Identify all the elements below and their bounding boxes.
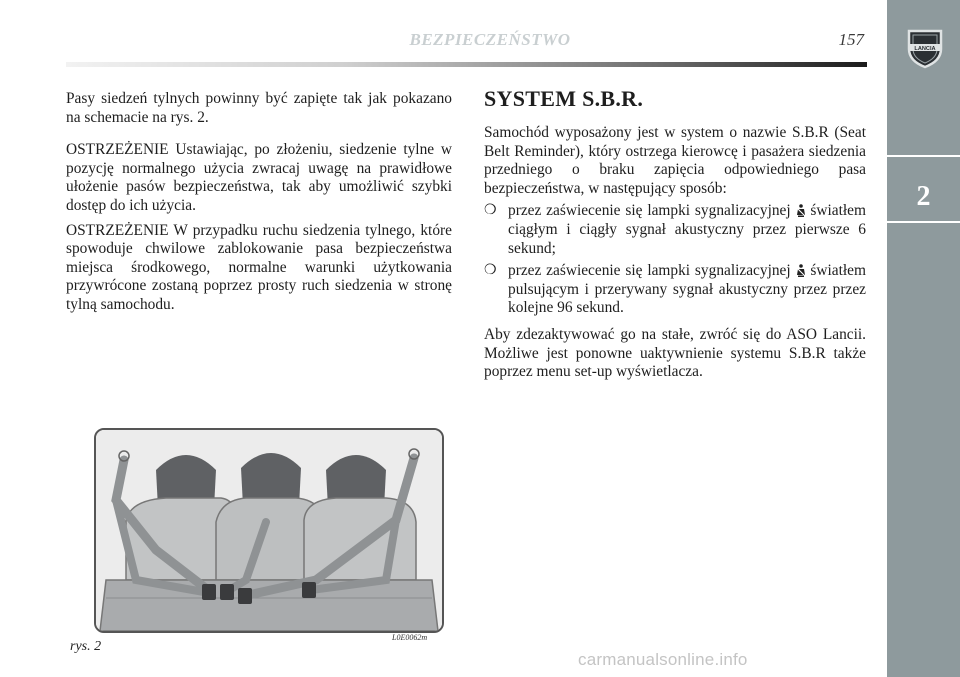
buckle-icon (202, 584, 216, 600)
left-column (66, 90, 452, 329)
buckle-icon (302, 582, 316, 598)
section-header-title: BEZPIECZEŃSTWO (409, 30, 571, 49)
circle-bullet-icon: ❍ (484, 203, 497, 219)
buckle-icon (220, 584, 234, 600)
logo-text: LANCIA (914, 46, 936, 52)
chapter-sidebar (887, 0, 960, 677)
watermark-text: carmanualsonline.info (578, 650, 748, 669)
figure-caption: rys. 2 (70, 639, 102, 654)
figure-code: L0E0062m (392, 633, 428, 642)
lancia-logo-icon (905, 25, 945, 69)
paragraph-sbr-intro: Samochód wyposażony jest w system o nazwie S.B.R (Seat Belt Reminder), który ostrzega kierowcę i pasażera siedzenia przedniego o braku zapięcia odpowiedniego pasa bezpieczeństwa, w następujący sposób: (484, 124, 866, 197)
section-title-sbr: SYSTEM S.B.R. (484, 86, 644, 111)
paragraph-warning-seat-position: OSTRZEŻENIE Ustawiając, po złożeniu, siedzenie tylne w pozycję normalnego użycia zwracaj uwagę na prawidłowe ułożenie pasów bezpieczeństwa, tak aby umożliwić szybki dostęp do ich użycia. (66, 141, 452, 214)
seatbelt-warning-icon (796, 204, 806, 217)
bullet-text-end: światłem ciągłym i ciągły sygnał akustyczny przez pierwsze 6 sekund; (508, 202, 866, 257)
page-number: 157 (838, 30, 864, 49)
seatbelt-warning-icon (796, 264, 806, 277)
paragraph-rear-belts: Pasy siedzeń tylnych powinny być zapięte tak jak pokazano na schemacie na rys. 2. (66, 90, 452, 126)
bullet-text-end: światłem pulsującym i przerywany sygnał akustyczny przez przez kolejne 96 sekund. (508, 262, 866, 317)
header-rule (66, 62, 867, 67)
paragraph-warning-seat-movement: OSTRZEŻENIE W przypadku ruchu siedzenia tylnego, które spowoduje chwilowe zablokowanie pasa bezpieczeństwa miejsca środkowego, normalne warunki użytkowania przywrócone zostaną poprzez prosty ruch siedzenia w stronę tylną samochodu. (66, 221, 452, 313)
bullet-text-start: przez zaświecenie się lampki sygnalizacyjnej (508, 262, 791, 280)
bullet-text-start: przez zaświecenie się lampki sygnalizacyjnej (508, 202, 791, 220)
buckle-icon (238, 588, 252, 604)
paragraph-sbr-deactivation: Aby zdezaktywować go na stałe, zwróć się do ASO Lancii. Możliwe jest ponowne uaktywnienie systemu S.B.R także poprzez menu set-up wyświetlacza. (484, 325, 866, 381)
list-item (484, 202, 866, 258)
right-column (484, 86, 866, 396)
rear-seat-belts-illustration (96, 430, 442, 631)
list-item (484, 262, 866, 318)
sidebar-divider (887, 221, 960, 223)
sidebar-divider (887, 155, 960, 157)
rear-seat-belts-figure (94, 428, 444, 633)
circle-bullet-icon: ❍ (484, 263, 497, 279)
chapter-number: 2 (916, 181, 931, 212)
